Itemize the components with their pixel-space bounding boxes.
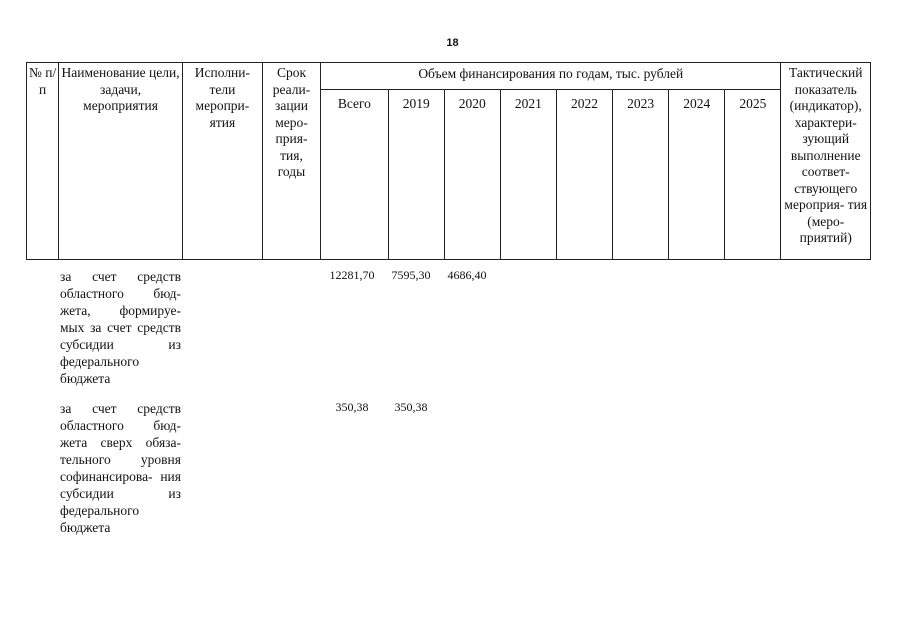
row-2019: 350,38 (394, 400, 428, 414)
column-header-year: 2025 (725, 90, 781, 260)
column-header-year: 2024 (669, 90, 725, 260)
column-header-name: Наименование цели, задачи, мероприятия (59, 63, 183, 260)
column-header-year: 2022 (556, 90, 612, 260)
column-header-year: 2020 (444, 90, 500, 260)
row-2020: 4686,40 (447, 268, 487, 282)
column-header-funding: Объем финансирования по годам, тыс. рублей (321, 63, 781, 90)
page-number: 18 (446, 37, 459, 49)
column-header-total: Всего (321, 90, 389, 260)
row-label: за счет средств областного бюд- жета, формируе- мых за счет средств субсидии из федерального бюджета (60, 269, 181, 386)
row-label: за счет средств областного бюд- жета сверх обяза- тельного уровня софинансирова- ния субсидии из федерального бюджета (60, 401, 181, 535)
column-header-year: 2019 (388, 90, 444, 260)
column-header-year: 2023 (613, 90, 669, 260)
column-header-number: № п/п (27, 63, 59, 260)
column-header-indicator: Тактический показатель (индикатор), характери- зующий выполнение соответ- ствующего мероприя- тия (меро- приятий) (781, 63, 871, 260)
column-header-executors: Исполни- тели меропри- ятия (182, 63, 262, 260)
funding-table-header (26, 62, 871, 260)
column-header-year: 2021 (500, 90, 556, 260)
row-total: 350,38 (335, 400, 369, 414)
row-2019: 7595,30 (391, 268, 431, 282)
row-total: 12281,70 (329, 268, 375, 282)
column-header-term: Срок реали- зации меро- прия- тия, годы (262, 63, 320, 260)
